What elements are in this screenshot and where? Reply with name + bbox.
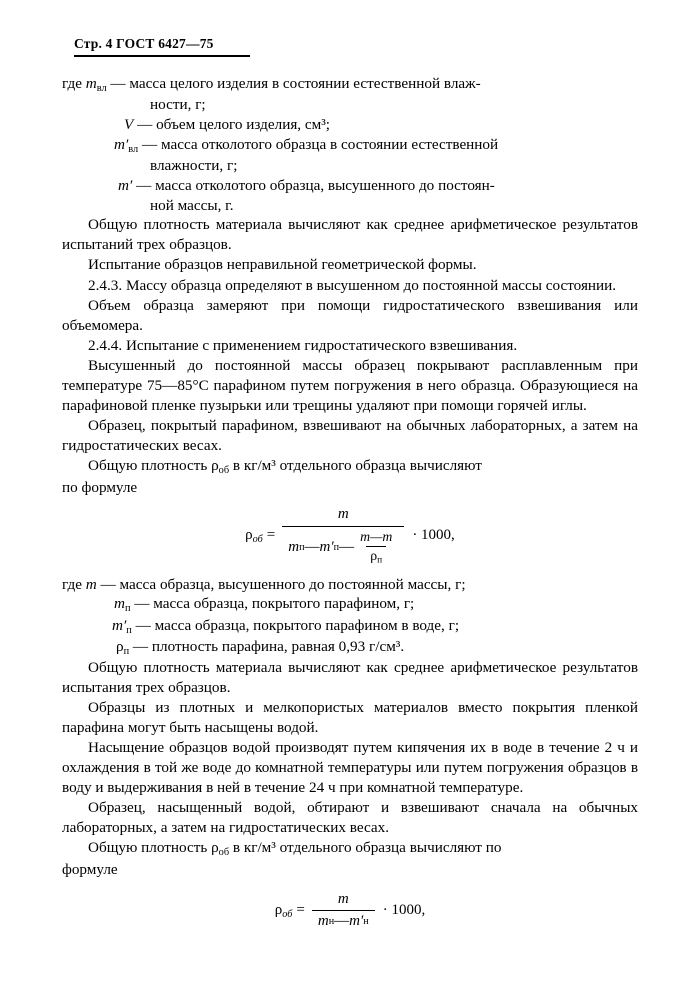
formula-intro-b: в кг/м³ отдельного образца вычисляют по — [229, 839, 502, 857]
formula-intro-line2: по формуле — [62, 478, 138, 496]
definition-item — [62, 74, 638, 95]
formula-lhs — [245, 526, 267, 546]
definition-item — [62, 115, 638, 135]
definition-symbol: m′ — [112, 616, 127, 634]
definition-description: — масса образца, высушенного до постоянной массы, г; — [96, 575, 466, 593]
paragraph: Объем образца замеряют при помощи гидростатического взвешивания или объемомера. — [62, 296, 638, 334]
paragraph: 2.4.4. Испытание с применением гидростатического взвешивания. — [88, 336, 518, 354]
definition-symbol-sub: вл — [96, 82, 107, 94]
definition-text — [116, 637, 638, 658]
formula-intro-a: Общую плотность ρ — [88, 456, 219, 474]
definition-text — [86, 74, 638, 95]
definition-symbol-sub: п — [123, 646, 130, 658]
paragraph: Образец, насыщенный водой, обтирают и взвешивают сначала на обычных лабораторных, а затем на гидростатических весах. — [62, 799, 638, 836]
definition-item — [62, 135, 638, 156]
definition-list-2 — [62, 575, 638, 659]
inner-num-b: —m — [370, 528, 393, 544]
page-header — [74, 36, 250, 57]
inner-den-sub: п — [377, 555, 383, 566]
paragraph: Высушенный до постоянной массы образец покрывают расплавленным при температуре 75—85°С парафином путем погружения в него образца. Образующиеся на парафиновой пленке пузырьки или трещины удаляют при помощи горячей иглы. — [62, 357, 638, 414]
definition-description: — масса целого изделия в состоянии естественной влаж- — [106, 75, 481, 92]
paragraph: Общую плотность материала вычисляют как среднее арифметическое результатов испытаний трех образцов. — [62, 216, 638, 254]
paragraph: Испытание образцов неправильной геометрической формы. — [88, 256, 477, 274]
den-minus-2: — — [339, 538, 355, 555]
formula-equals: = — [266, 527, 276, 544]
definition-lead — [62, 616, 112, 637]
formula-lhs-sub: об — [282, 908, 293, 920]
formula-intro-a: Общую плотность ρ — [88, 839, 219, 857]
definition-item — [62, 637, 638, 658]
den-term-1: m — [288, 538, 300, 555]
definition-item — [62, 575, 638, 595]
definition-lead: где — [62, 575, 86, 593]
definition-text — [114, 135, 638, 156]
definition-description: — масса отколотого образца в состоянии естественной — [138, 135, 499, 153]
definition-continuation: ности, г; — [150, 96, 206, 114]
formula-intro — [62, 456, 638, 477]
definition-lead — [62, 135, 114, 156]
den-minus: — — [334, 913, 350, 930]
definition-lead — [62, 115, 124, 135]
definition-description: — плотность парафина, равная 0,93 г/см³. — [129, 638, 405, 656]
definition-symbol-sub: п — [124, 603, 131, 615]
inner-numerator — [356, 528, 396, 546]
formula-fraction — [312, 890, 375, 932]
formula-intro-sub: об — [218, 847, 230, 859]
formula-tail: · 1000, — [412, 527, 455, 544]
den-term-2-sub: н — [363, 916, 369, 928]
paragraph: Общую плотность материала вычисляют как среднее арифметическое результатов испытания трех образцов. — [62, 659, 638, 697]
definition-continuation: ной массы, г. — [150, 196, 234, 214]
definition-list-1 — [62, 74, 638, 215]
inner-den-rho: ρ — [370, 547, 378, 563]
paragraph: 2.4.3. Массу образца определяют в высушенном до постоянной массы состоянии. — [88, 276, 617, 294]
den-term-1: m — [317, 913, 329, 930]
formula-fraction — [282, 505, 404, 566]
formula-2 — [62, 890, 638, 932]
formula-lhs-sub: об — [252, 533, 263, 545]
definition-symbol: m′ — [118, 176, 133, 194]
formula-lhs — [275, 901, 297, 921]
paragraph: Образец, покрытый парафином, взвешивают на обычных лабораторных, а затем на гидростатических весах. — [62, 416, 638, 454]
definition-symbol: ρ — [116, 638, 124, 656]
formula-intro-sub: об — [218, 464, 230, 476]
formula-numerator: m — [337, 506, 349, 523]
den-term-2-sub: п — [333, 541, 340, 553]
definition-lead — [62, 594, 114, 615]
den-term-2: m′ — [349, 913, 364, 930]
den-term-1-sub: н — [328, 916, 335, 928]
formula-tail: · 1000, — [382, 902, 426, 919]
page-number-label: Стр. 4 — [74, 36, 113, 51]
den-minus-1: — — [304, 538, 320, 555]
definition-continuation: влажности, г; — [150, 157, 238, 175]
definition-symbol: V — [124, 116, 134, 134]
formula-inner-fraction — [356, 528, 396, 567]
definition-description: — масса отколотого образца, высушенного до постоян- — [132, 176, 495, 194]
definition-item — [62, 176, 638, 196]
definition-symbol: m′ — [114, 135, 129, 153]
inner-num-a: m — [360, 528, 371, 544]
definition-description: — масса образца, покрытого парафином в воде, г; — [131, 616, 460, 634]
definition-text — [124, 115, 638, 135]
formula-denominator — [312, 910, 375, 932]
den-term-2: m′ — [319, 538, 334, 555]
definition-description: — объем целого изделия, см³; — [133, 116, 331, 134]
formula-denominator — [282, 526, 404, 567]
definition-symbol: m — [85, 75, 97, 92]
document-body — [62, 74, 638, 940]
definition-item — [62, 594, 638, 615]
paragraph: Образцы из плотных и мелкопористых материалов вместо покрытия пленкой парафина могут быть насыщены водой. — [62, 699, 638, 737]
formula-equals: = — [296, 902, 305, 919]
definition-description: — масса образца, покрытого парафином, г; — [130, 595, 415, 613]
definition-lead — [62, 176, 118, 196]
definition-symbol-sub: п — [126, 624, 132, 636]
inner-denominator — [366, 546, 386, 567]
formula-intro-b: в кг/м³ отдельного образца вычисляют — [229, 456, 482, 474]
definition-text — [86, 575, 638, 595]
formula-numerator: m — [337, 890, 349, 907]
formula-1 — [62, 505, 638, 566]
definition-text — [112, 616, 638, 637]
definition-lead — [62, 637, 116, 658]
paragraph: Насыщение образцов водой производят путем кипячения их в воде в течение 2 ч и охлаждения в той же воде до комнатной температуры или путем погружения образцов в воду и выдерживания в ней в течение 24 ч при комнатной температуре. — [62, 739, 638, 796]
definition-text — [118, 176, 638, 196]
standard-label: ГОСТ 6427—75 — [116, 36, 214, 51]
definition-item — [62, 616, 638, 637]
formula-lhs-symbol: ρ — [274, 901, 283, 918]
definition-symbol: m — [114, 595, 125, 613]
definition-symbol-sub: вл — [128, 143, 139, 155]
formula-lhs-symbol: ρ — [245, 527, 253, 544]
definition-text — [114, 594, 638, 615]
definition-lead: где — [62, 75, 86, 92]
formula-intro — [62, 838, 638, 859]
formula-intro-line2: формуле — [62, 861, 118, 879]
definition-symbol: m — [85, 575, 97, 593]
den-term-1-sub: п — [299, 541, 305, 553]
